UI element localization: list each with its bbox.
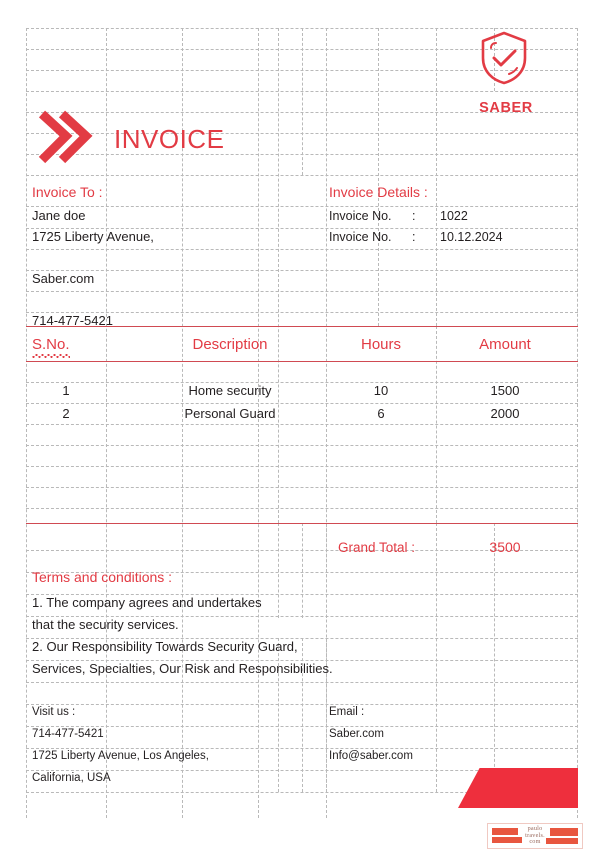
table-row: 2000 (490, 406, 520, 421)
invoice-detail-value: 10.12.2024 (440, 230, 503, 244)
totals-rule (26, 523, 578, 524)
email-heading: Email : (329, 706, 365, 718)
decorative-corner-block (458, 768, 578, 808)
bill-to-heading: Invoice To : (32, 184, 103, 200)
table-row: Home security (188, 383, 272, 398)
terms-line: 2. Our Responsibility Towards Security Guard, (32, 639, 298, 654)
watermark-logo (487, 823, 583, 849)
invoice-detail-label: Invoice No. (329, 230, 392, 244)
table-row: 10 (373, 383, 389, 398)
column-header-hours: Hours (360, 336, 401, 353)
terms-heading: Terms and conditions : (32, 569, 173, 585)
watermark-line-2: travels. (525, 831, 545, 839)
invoice-detail-value: 1022 (440, 209, 468, 223)
bill-to-line: Jane doe (32, 208, 86, 223)
terms-line: that the security services. (32, 617, 179, 632)
brand-name: SABER (479, 100, 533, 116)
bill-to-line: 1725 Liberty Avenue, (32, 229, 154, 244)
watermark-line-3: com (529, 838, 541, 846)
table-row: 1500 (490, 383, 520, 398)
visit-us-heading: Visit us : (32, 706, 76, 718)
terms-line: Services, Specialties, Our Risk and Responsibilities. (32, 661, 333, 676)
column-header-sno: S.No. (32, 336, 70, 358)
email-line: Info@saber.com (329, 750, 413, 762)
grand-total-value: 3500 (489, 539, 521, 555)
invoice-detail-separator: : (412, 230, 416, 244)
watermark-line-1: paulo (527, 825, 543, 832)
invoice-detail-label: Invoice No. (329, 209, 392, 223)
column-header-description: Description (192, 336, 268, 353)
double-chevron-right-icon (36, 106, 98, 168)
page-title: INVOICE (114, 124, 225, 154)
visit-us-line: California, USA (32, 772, 111, 784)
visit-us-line: 1725 Liberty Avenue, Los Angeles, (32, 750, 209, 762)
grand-total-label: Grand Total : (338, 540, 416, 555)
invoice-detail-separator: : (412, 209, 416, 223)
bill-to-line: Saber.com (32, 271, 95, 286)
table-row: 6 (377, 406, 385, 421)
table-row: 1 (62, 383, 70, 398)
invoice-sheet (26, 28, 578, 818)
table-row: 2 (62, 406, 70, 421)
column-header-amount: Amount (479, 336, 531, 353)
shield-check-icon (478, 30, 530, 86)
table-row: Personal Guard (184, 406, 276, 421)
invoice-details-heading: Invoice Details : (329, 184, 428, 200)
terms-line: 1. The company agrees and undertakes (32, 595, 262, 610)
table-top-rule (26, 326, 578, 327)
email-line: Saber.com (329, 728, 384, 740)
visit-us-line: 714-477-5421 (32, 728, 104, 740)
table-header-rule (26, 361, 578, 362)
bill-to-line: 714-477-5421 (32, 313, 113, 328)
